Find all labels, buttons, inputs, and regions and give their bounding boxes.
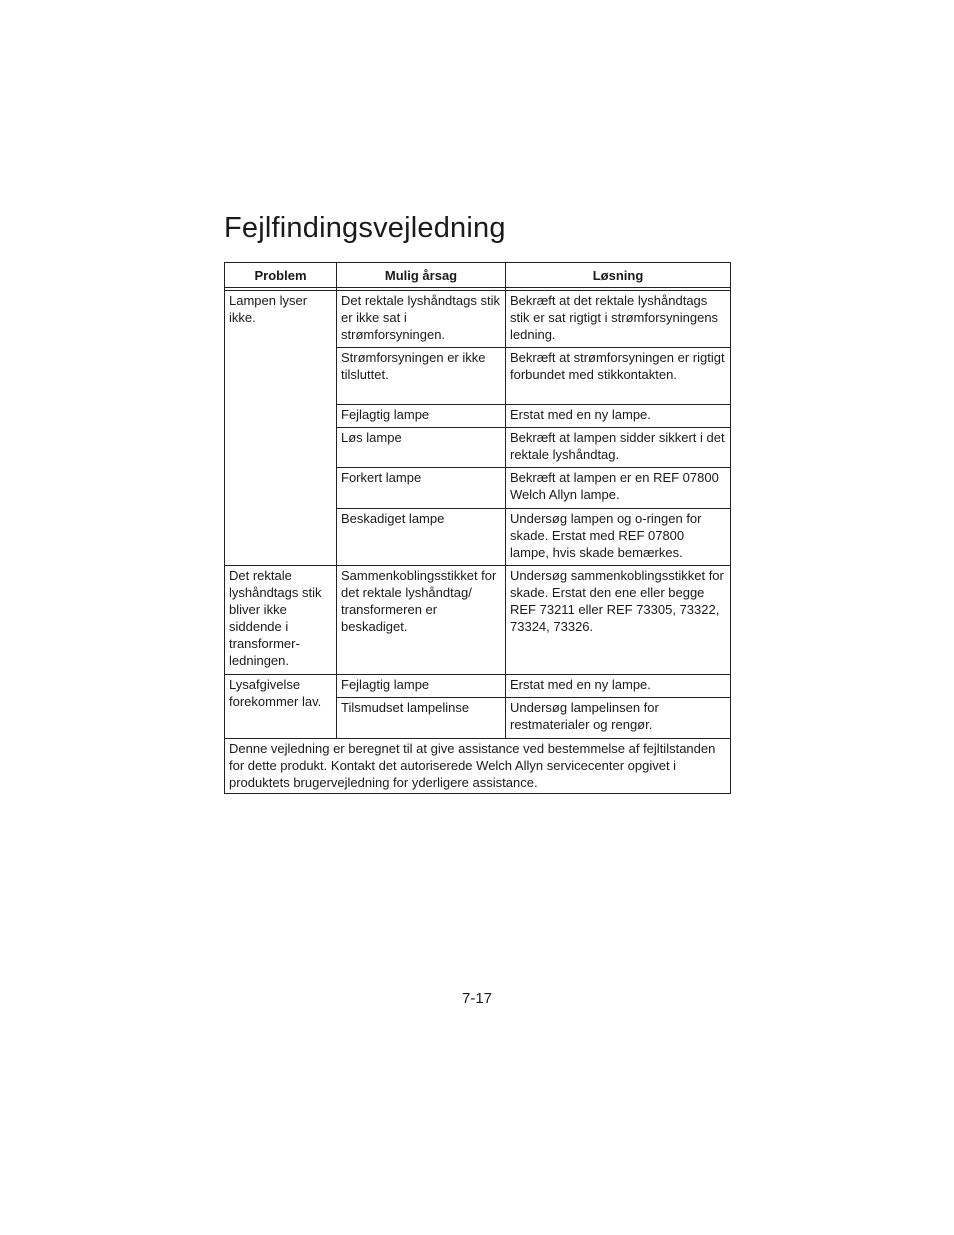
cause-cell: Tilsmudset lampelinse: [337, 698, 506, 739]
solution-cell: Erstat med en ny lampe.: [506, 405, 731, 428]
cause-cell: Forkert lampe: [337, 468, 506, 509]
cause-cell: Løs lampe: [337, 428, 506, 468]
header-solution: Løsning: [506, 263, 731, 288]
cause-cell: Beskadiget lampe: [337, 509, 506, 566]
solution-cell: Undersøg sammenkoblingsstikket for skade. Erstat den ene eller begge REF 73211 eller REF 73305, 73322, 73324, 73326.: [506, 566, 731, 675]
header-cause: Mulig årsag: [337, 263, 506, 288]
table-row: [225, 291, 731, 348]
solution-cell: Erstat med en ny lampe.: [506, 675, 731, 698]
page-title: Fejlfindingsvejledning: [224, 212, 506, 244]
cause-cell: Fejlagtig lampe: [337, 405, 506, 428]
cause-cell: Strømforsyningen er ikke tilsluttet.: [337, 348, 506, 405]
table-row: [225, 566, 731, 675]
problem-cell: Lampen lyser ikke.: [225, 291, 337, 566]
table-footnote-row: [225, 739, 731, 794]
problem-cell: Lysafgivelse forekommer lav.: [225, 675, 337, 739]
page-number: 7-17: [461, 990, 493, 1007]
troubleshooting-table: [224, 262, 731, 794]
table-header-row: [225, 263, 731, 288]
cause-cell: Det rektale lyshåndtags stik er ikke sat i strømforsyningen.: [337, 291, 506, 348]
cause-cell: Fejlagtig lampe: [337, 675, 506, 698]
solution-cell: Bekræft at lampen sidder sikkert i det rektale lyshåndtag.: [506, 428, 731, 468]
solution-cell: Bekræft at det rektale lyshåndtags stik er sat rigtigt i strømforsyningens ledning.: [506, 291, 731, 348]
solution-cell: Bekræft at strømforsyningen er rigtigt forbundet med stikkontakten.: [506, 348, 731, 405]
table-footnote: Denne vejledning er beregnet til at give assistance ved bestemmelse af fejltilstanden for dette produkt. Kontakt det autoriserede Welch Allyn servicecenter opgivet i produktets brugervejledning for yderligere assistance.: [225, 739, 731, 794]
cause-cell: Sammenkoblingsstikket for det rektale lyshåndtag/ transformeren er beskadiget.: [337, 566, 506, 675]
header-problem: Problem: [225, 263, 337, 288]
table-row: [225, 675, 731, 698]
solution-cell: Bekræft at lampen er en REF 07800 Welch Allyn lampe.: [506, 468, 731, 509]
solution-cell: Undersøg lampen og o-ringen for skade. Erstat med REF 07800 lampe, hvis skade bemærkes.: [506, 509, 731, 566]
solution-cell: Undersøg lampelinsen for restmaterialer og rengør.: [506, 698, 731, 739]
problem-cell: Det rektale lyshåndtags stik bliver ikke siddende i transformer-ledningen.: [225, 566, 337, 675]
